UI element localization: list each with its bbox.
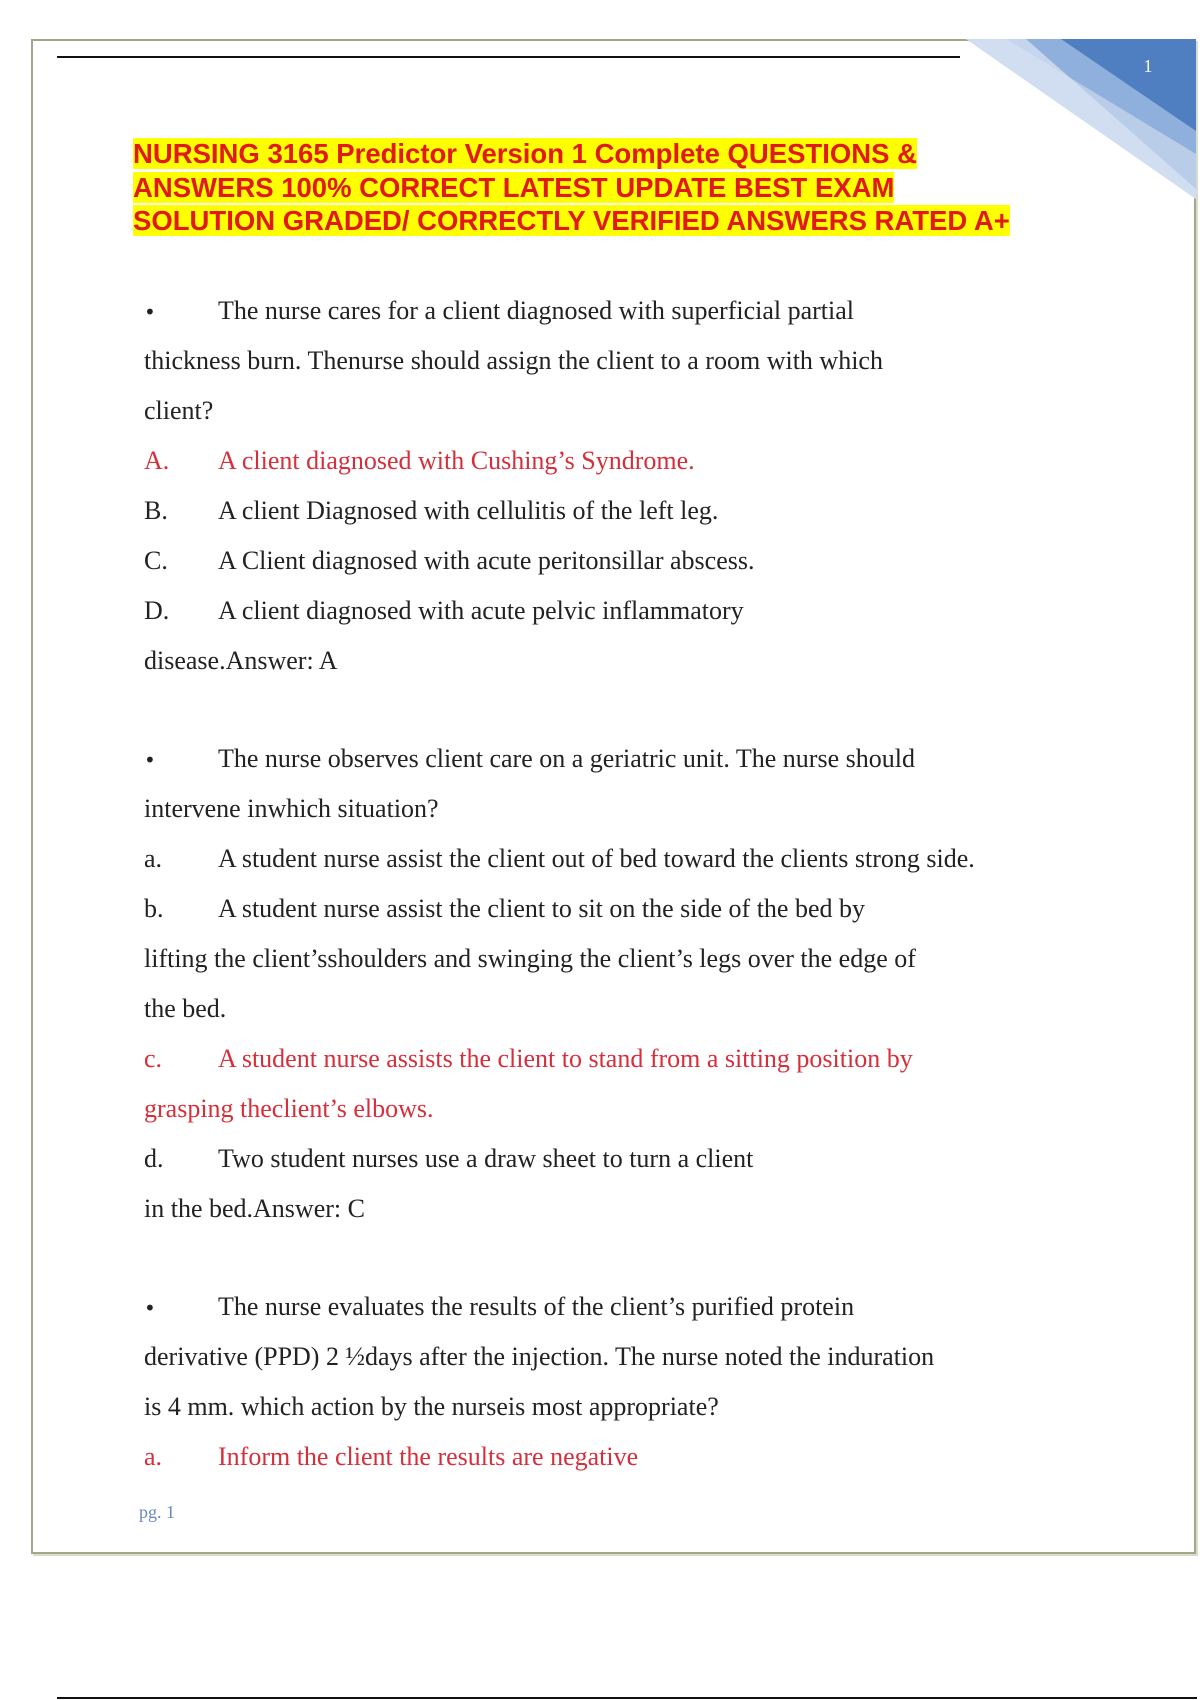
question-stem: client? [144,396,214,425]
question-stem: derivative (PPD) 2 ½days after the injection. The nurse noted the induration [144,1342,935,1371]
title-line: SOLUTION GRADED/ CORRECTLY VERIFIED ANSWERS RATED A+ [133,205,1010,236]
title-line: NURSING 3165 Predictor Version 1 Complete QUESTIONS & [133,138,917,169]
answer-option: b. A student nurse assist the client to sit on the side of the bed by [144,894,866,923]
answer-option: B. A client Diagnosed with cellulitis of the left leg. [144,496,719,525]
question-stem: intervene inwhich situation? [144,794,439,823]
bullet-icon: • [144,300,156,324]
question-stem: The nurse cares for a client diagnosed with superficial partial [218,296,855,325]
answer-option-correct: a. Inform the client the results are negative [144,1442,639,1471]
answer-option-continued: grasping theclient’s elbows. [144,1094,434,1123]
answer-option-correct: A. A client diagnosed with Cushing’s Syndrome. [144,446,695,475]
question-stem: is 4 mm. which action by the nurseis most appropriate? [144,1392,719,1421]
answer-option: d. Two student nurses use a draw sheet to turn a client [144,1144,754,1173]
answer-option-correct: c. A student nurse assists the client to stand from a sitting position by [144,1044,913,1073]
bullet-icon: • [144,748,156,772]
title-line: ANSWERS 100% CORRECT LATEST UPDATE BEST EXAM [133,171,895,203]
page-number: 1 [1143,56,1153,76]
question-1 [144,286,1094,686]
next-page-rule [57,1697,1197,1699]
question-stem: thickness burn. Thenurse should assign the client to a room with which [144,346,883,375]
question-stem: The nurse observes client care on a geriatric unit. The nurse should [218,744,915,773]
answer-option-continued: the bed. [144,994,227,1023]
question-2 [144,734,1094,1234]
answer-option-continued: lifting the client’sshoulders and swinging the client’s legs over the edge of [144,944,916,973]
bullet-icon: • [144,1296,156,1320]
header-rule [57,56,960,58]
answer-option: C. A Client diagnosed with acute peritonsillar abscess. [144,546,755,575]
document-title [133,137,1103,238]
question-3 [144,1282,1094,1482]
answer-key: disease.Answer: A [144,646,338,675]
answer-option: a. A student nurse assist the client out of bed toward the clients strong side. [144,844,975,873]
answer-option: D. A client diagnosed with acute pelvic inflammatory [144,596,744,625]
question-stem: The nurse evaluates the results of the client’s purified protein [218,1292,855,1321]
footer-page-label: pg. 1 [139,1502,175,1522]
answer-key: in the bed.Answer: C [144,1194,365,1223]
